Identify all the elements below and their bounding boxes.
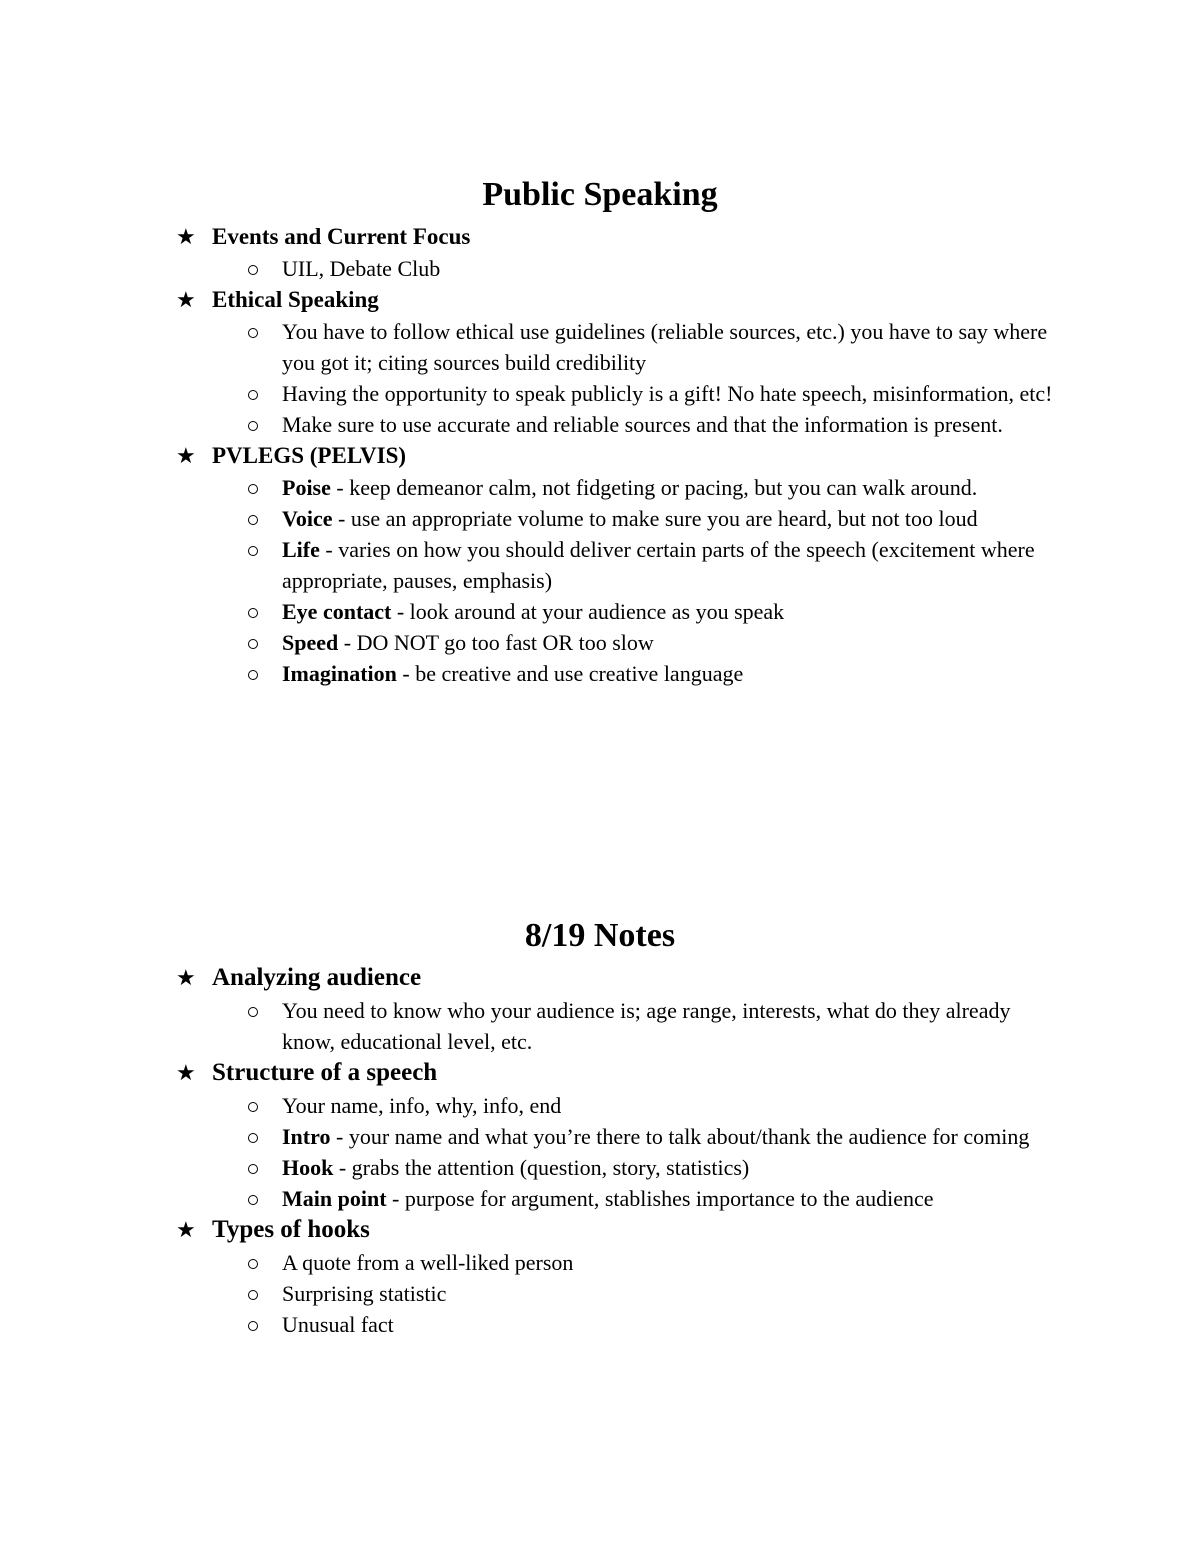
item-term: Imagination — [282, 661, 397, 686]
item-text: A quote from a well-liked person — [282, 1250, 574, 1275]
circle-bullet-icon — [248, 546, 258, 556]
item-text: - purpose for argument, stablishes importance to the audience — [386, 1186, 934, 1211]
list-item — [248, 1121, 1066, 1152]
topic-heading — [176, 1057, 1066, 1090]
list-item — [248, 409, 1066, 440]
item-text: - your name and what you’re there to talk about/thank the audience for coming — [330, 1124, 1030, 1149]
item-text: Having the opportunity to speak publicly is a gift! No hate speech, misinformation, etc! — [282, 381, 1053, 406]
topic-label: Events and Current Focus — [212, 224, 471, 249]
list-item — [248, 995, 1066, 1057]
item-text: - grabs the attention (question, story, statistics) — [333, 1155, 750, 1180]
circle-bullet-icon — [248, 1007, 258, 1017]
item-text: You need to know who your audience is; age range, interests, what do they already know, educational level, etc. — [282, 998, 1011, 1054]
star-bullet-icon: ★ — [176, 444, 196, 469]
item-text: - DO NOT go too fast OR too slow — [338, 630, 654, 655]
circle-bullet-icon — [248, 328, 258, 338]
list-item — [248, 1090, 1066, 1121]
item-text: - varies on how you should deliver certain parts of the speech (excitement where appropriate, pauses, emphasis) — [282, 537, 1035, 593]
item-term: Life — [282, 537, 320, 562]
list-item — [248, 503, 1066, 534]
item-term: Hook — [282, 1155, 334, 1180]
circle-bullet-icon — [248, 1133, 258, 1143]
item-text: - use an appropriate volume to make sure you are heard, but not too loud — [332, 506, 978, 531]
circle-bullet-icon — [248, 1321, 258, 1331]
topic-items — [176, 995, 1066, 1057]
circle-bullet-icon — [248, 608, 258, 618]
topic-items — [176, 253, 1066, 284]
list-item — [248, 534, 1066, 596]
item-term: Intro — [282, 1124, 331, 1149]
list-item — [248, 1247, 1066, 1278]
item-text: Make sure to use accurate and reliable sources and that the information is present. — [282, 412, 1003, 437]
item-text: You have to follow ethical use guidelines (reliable sources, etc.) you have to say where you got it; citing sources build credibility — [282, 319, 1048, 375]
topic-heading — [176, 440, 1066, 472]
list-item — [248, 596, 1066, 627]
topic-label: Analyzing audience — [212, 964, 422, 991]
list-item — [248, 472, 1066, 503]
topic-label: Types of hooks — [212, 1216, 370, 1243]
circle-bullet-icon — [248, 390, 258, 400]
list-item — [248, 1278, 1066, 1309]
circle-bullet-icon — [248, 484, 258, 494]
list-item — [248, 316, 1066, 378]
star-bullet-icon: ★ — [176, 1061, 196, 1086]
item-text: - keep demeanor calm, not fidgeting or pacing, but you can walk around. — [330, 475, 978, 500]
circle-bullet-icon — [248, 1195, 258, 1205]
list-item — [248, 1152, 1066, 1183]
circle-bullet-icon — [248, 265, 258, 275]
section-title: Public Speaking — [482, 176, 718, 213]
star-bullet-icon: ★ — [176, 225, 196, 250]
topic-heading — [176, 962, 1066, 995]
item-term: Main point — [282, 1186, 387, 1211]
list-item — [248, 658, 1066, 689]
item-term: Voice — [282, 506, 333, 531]
list-item — [248, 378, 1066, 409]
list-item — [248, 627, 1066, 658]
list-item — [248, 1183, 1066, 1214]
item-text: UIL, Debate Club — [282, 256, 441, 281]
topic-label: PVLEGS (PELVIS) — [212, 443, 407, 468]
item-text: - look around at your audience as you speak — [391, 599, 785, 624]
star-bullet-icon: ★ — [176, 288, 196, 313]
circle-bullet-icon — [248, 1164, 258, 1174]
list-item — [248, 1309, 1066, 1340]
section-notes — [176, 916, 1066, 1340]
topic-heading — [176, 1214, 1066, 1247]
circle-bullet-icon — [248, 515, 258, 525]
item-term: Poise — [282, 475, 331, 500]
circle-bullet-icon — [248, 1259, 258, 1269]
star-bullet-icon: ★ — [176, 1218, 196, 1243]
circle-bullet-icon — [248, 639, 258, 649]
item-text: Surprising statistic — [282, 1281, 447, 1306]
item-term: Eye contact — [282, 599, 392, 624]
item-text: - be creative and use creative language — [396, 661, 744, 686]
circle-bullet-icon — [248, 1290, 258, 1300]
topic-items — [176, 472, 1066, 689]
circle-bullet-icon — [248, 421, 258, 431]
topic-heading — [176, 221, 1066, 253]
section-public-speaking — [176, 175, 1066, 689]
list-item — [248, 253, 1066, 284]
topic-items — [176, 1247, 1066, 1340]
topic-label: Structure of a speech — [212, 1059, 438, 1086]
star-bullet-icon: ★ — [176, 966, 196, 991]
topic-heading — [176, 284, 1066, 316]
topic-items — [176, 316, 1066, 440]
section-title: 8/19 Notes — [524, 917, 676, 954]
item-text: Unusual fact — [282, 1312, 394, 1337]
item-text: Your name, info, why, info, end — [282, 1093, 562, 1118]
topic-items — [176, 1090, 1066, 1214]
topic-label: Ethical Speaking — [212, 287, 379, 312]
circle-bullet-icon — [248, 670, 258, 680]
item-term: Speed — [282, 630, 339, 655]
circle-bullet-icon — [248, 1102, 258, 1112]
